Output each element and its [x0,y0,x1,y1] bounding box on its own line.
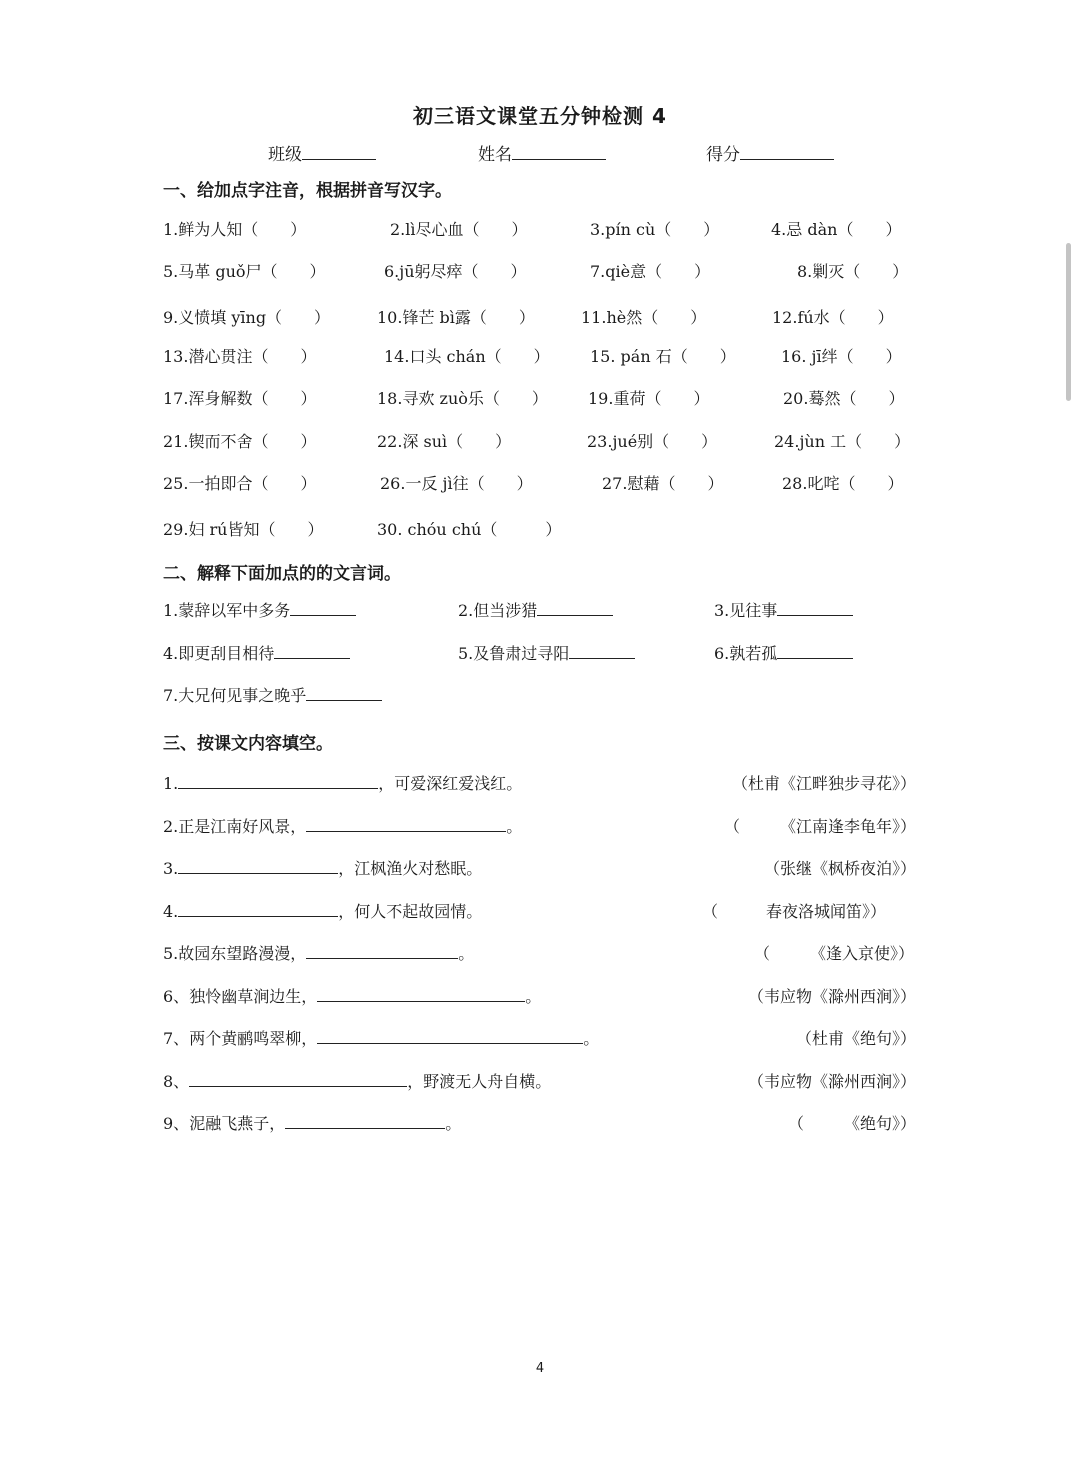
s2-item-text: 3.见往事 [714,601,778,620]
s3-source: （杜甫《绝句》） [795,1029,916,1048]
s3-post: 。 [506,817,523,836]
s3-num: 2. [163,817,179,836]
section-1-heading: 一、给加点字注音，根据拼音写汉字。 [163,181,452,201]
s3-source: （杜甫《江畔独步寻花》） [731,774,916,793]
s3-item [163,1111,461,1134]
s1-item[interactable]: 3.pín cù（ ） [590,220,720,239]
s2-item [163,598,356,621]
s1-item[interactable]: 28.叱咤（ ） [782,474,904,493]
s3-post: 。 [583,1029,600,1048]
s2-answer-blank[interactable] [274,642,350,659]
s3-num: 3. [163,859,179,878]
scrollbar-thumb[interactable] [1066,243,1071,401]
s3-pre: 故园东望路漫漫， [178,944,307,963]
s3-num: 9、 [163,1114,190,1133]
s3-answer-blank[interactable] [178,900,338,917]
s2-answer-blank[interactable] [537,599,613,616]
s3-answer-blank[interactable] [178,857,338,874]
s3-item [163,856,482,879]
s3-item [163,899,482,922]
s1-item[interactable]: 9.义愤填 yīng（ ） [163,308,331,327]
s3-source: （ 《绝句》） [787,1114,916,1133]
s1-item[interactable]: 15. pán 石（ ） [590,347,736,366]
s1-item[interactable]: 16. jī绊（ ） [781,347,902,366]
name-blank[interactable] [512,143,606,160]
s3-item [163,984,541,1007]
s1-item[interactable]: 10.锋芒 bì露（ ） [377,308,535,327]
class-field [268,140,376,165]
s3-post: 。 [445,1114,462,1133]
s1-item[interactable]: 12.fú水（ ） [772,308,894,327]
s1-item[interactable]: 1.鲜为人知（ ） [163,220,307,239]
s3-answer-blank[interactable] [178,772,378,789]
s1-item[interactable]: 2.lì尽心血（ ） [390,220,528,239]
s1-item[interactable]: 6.jū躬尽瘁（ ） [384,262,527,281]
s3-num: 5. [163,944,179,963]
s1-item[interactable]: 14.口头 chán（ ） [384,347,550,366]
s3-num: 7、 [163,1029,190,1048]
s1-item[interactable]: 21.锲而不舍（ ） [163,432,317,451]
name-field [478,140,606,165]
s3-answer-blank[interactable] [285,1112,445,1129]
s2-item [458,598,613,621]
s3-num: 1. [163,774,179,793]
s1-item[interactable]: 19.重荷（ ） [588,389,710,408]
s3-post: ，可爱深红爱浅红。 [378,774,523,793]
s2-answer-blank[interactable] [306,684,382,701]
s1-item[interactable]: 27.慰藉（ ） [602,474,724,493]
class-blank[interactable] [302,143,376,160]
s2-item-text: 1.蒙辞以军中多务 [163,601,291,620]
s2-item-text: 4.即更刮目相待 [163,644,275,663]
class-label: 班级 [268,145,302,165]
s3-item [163,1069,551,1092]
s3-source: （ 《逢入京使》） [753,944,914,963]
s2-item [714,598,853,621]
s3-pre: 独怜幽草涧边生， [189,987,318,1006]
s1-item[interactable]: 25.一拍即合（ ） [163,474,317,493]
s3-post: 。 [458,944,475,963]
score-label: 得分 [706,145,740,165]
s3-num: 4. [163,902,179,921]
s2-item-text: 2.但当涉猎 [458,601,538,620]
s3-answer-blank[interactable] [306,815,506,832]
s2-answer-blank[interactable] [777,642,853,659]
s1-item[interactable]: 4.忌 dàn（ ） [771,220,902,239]
s2-item-text: 6.孰若孤 [714,644,778,663]
s1-item[interactable]: 24.jùn 工（ ） [774,432,911,451]
s1-item[interactable]: 11.hè然（ ） [581,308,707,327]
section-3-heading: 三、按课文内容填空。 [163,734,333,754]
s3-num: 8、 [163,1072,190,1091]
s2-answer-blank[interactable] [569,642,635,659]
s2-item [458,641,635,664]
s2-item-text: 5.及鲁肃过寻阳 [458,644,570,663]
s1-item[interactable]: 13.潜心贯注（ ） [163,347,317,366]
s1-item[interactable]: 5.马革 guǒ尸（ ） [163,262,326,281]
name-label: 姓名 [478,145,512,165]
s3-answer-blank[interactable] [317,1027,583,1044]
s3-post: 。 [525,987,542,1006]
s3-source: （韦应物《滁州西涧》） [747,1072,916,1091]
s3-post: ，野渡无人舟自横。 [407,1072,552,1091]
s1-item[interactable]: 23.jué别（ ） [587,432,718,451]
s1-item[interactable]: 29.妇 rú皆知（ ） [163,520,324,539]
s3-source: （张继《枫桥夜泊》） [763,859,916,878]
s2-item-text: 7.大兄何见事之晚乎 [163,686,307,705]
s2-item [163,641,350,664]
page-number: 4 [535,1361,545,1376]
page-title: 初三语文课堂五分钟检测 4 [413,104,667,128]
s2-answer-blank[interactable] [777,599,853,616]
s3-answer-blank[interactable] [306,942,458,959]
s3-source: （韦应物《滁州西涧》） [747,987,916,1006]
s1-item[interactable]: 17.浑身解数（ ） [163,389,317,408]
s3-answer-blank[interactable] [189,1070,407,1087]
s2-answer-blank[interactable] [290,599,356,616]
s1-item[interactable]: 26.一反 jì往（ ） [380,474,533,493]
s3-pre: 正是江南好风景， [178,817,307,836]
s3-post: ，江枫渔火对愁眠。 [338,859,483,878]
s3-pre: 两个黄鹂鸣翠柳， [189,1029,318,1048]
s3-item [163,814,522,837]
s3-source: （ 《江南逢李龟年》） [723,817,916,836]
score-field [706,140,834,165]
s3-item [163,771,522,794]
s3-num: 6、 [163,987,190,1006]
s3-source: （ 春夜洛城闻笛》） [701,902,886,921]
section-2-heading: 二、解释下面加点的的文言词。 [163,564,401,584]
s1-item[interactable]: 7.qiè意（ ） [590,262,711,281]
s2-item [163,683,382,706]
s3-pre: 泥融飞燕子， [189,1114,286,1133]
score-blank[interactable] [740,143,834,160]
s1-item[interactable]: 22.深 suì（ ） [377,432,512,451]
s3-item [163,941,474,964]
s3-item [163,1026,599,1049]
s3-answer-blank[interactable] [317,985,525,1002]
s1-item[interactable]: 18.寻欢 zuò乐（ ） [377,389,548,408]
s1-item[interactable]: 20.蓦然（ ） [783,389,905,408]
s1-item[interactable]: 8.剿灭（ ） [797,262,909,281]
s3-post: ，何人不起故园情。 [338,902,483,921]
s1-item[interactable]: 30. chóu chú（ ） [377,520,562,539]
s2-item [714,641,853,664]
